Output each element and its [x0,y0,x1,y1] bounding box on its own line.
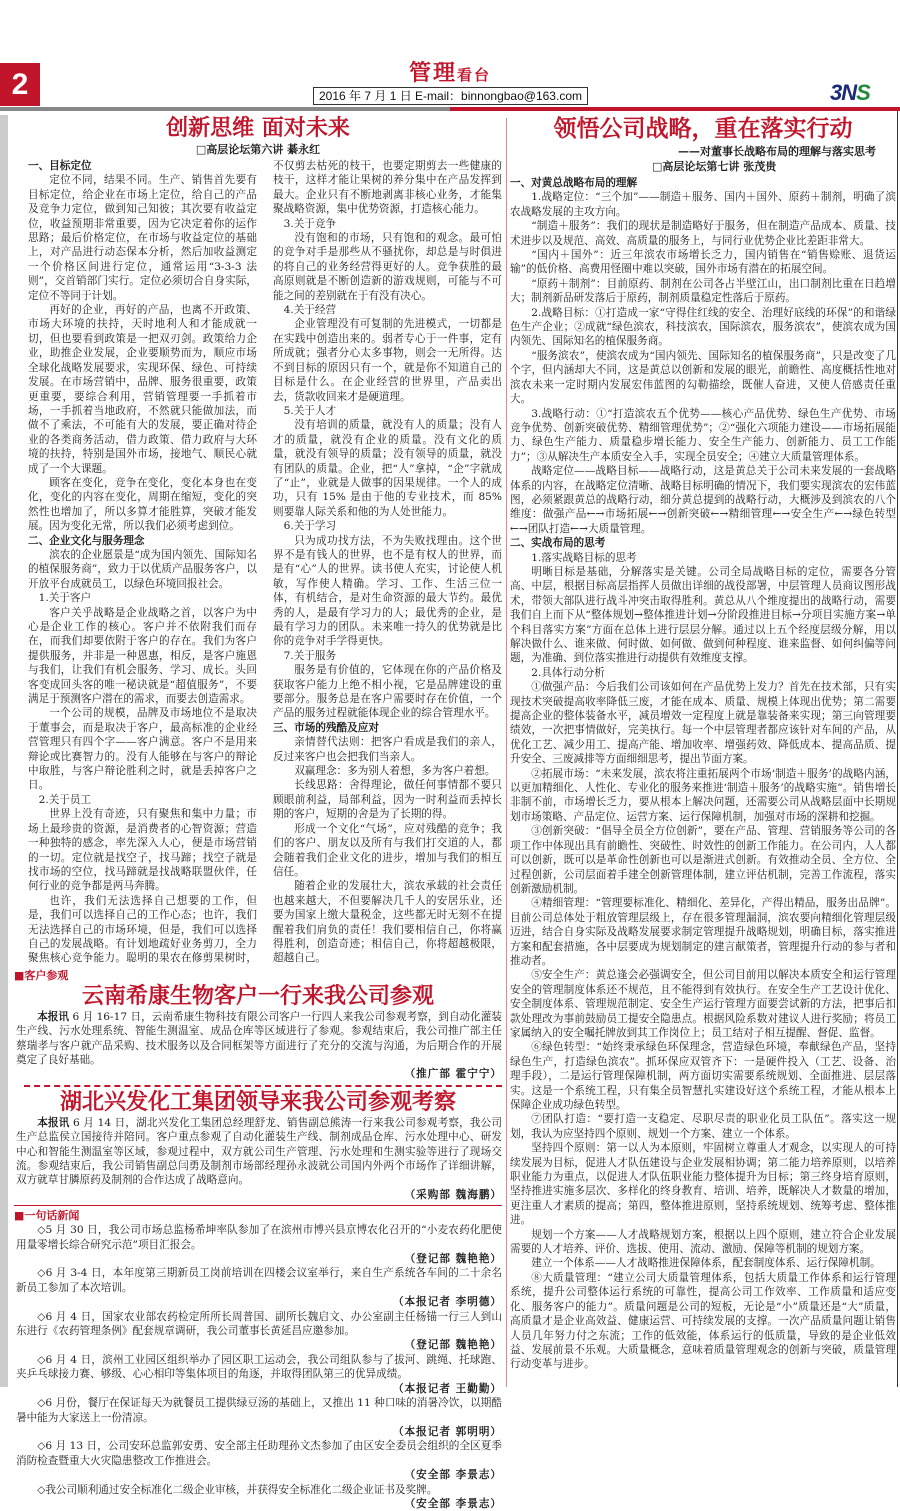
right-page-column [510,114,896,1372]
paragraph: 坚持四个原则：第一以人为本原则，牢固树立尊重人才观念，以实现人的可持续发展为目标，促进人才队伍建设与企业发展相协调；第二能力培养原则，以培养职业能力为重点，以促进人才队伍职业能力整体提升为目标；第三终身培育原则，坚持推进实施多层次、多样化的终身教育、培训、培养，既解决人才数量的增加，更注重人才素质的提高；第四，整体推进原则，坚持系统规划、统筹考虑、整体推进。 [510,1142,896,1227]
brief-item: ◇5 月 30 日，我公司市场总监杨希坤率队参加了在滨州市博兴县京博农化召开的“小麦农药化肥使用量零增长综合研究示范”项目汇报会。 [16,1224,502,1251]
right-article-title: 领悟公司战略，重在落实行动 [553,115,853,142]
paragraph: 一个公司的规模，品牌及市场地位不是取决于董事会，而是取决于客户，最高标准的企业经营管理只有四个字——客户满意。客户不是用来辩论或比赛智力的。没有人能够在与客户的辩论中取胜，与客户辩论胜利之时，就是丢掉客户之日。 [28,707,257,792]
paragraph: 形成一个文化“气场”，应对残酷的竞争；我们的客户、朋友以及所有与我们打交道的人，都会随着我们企业文化的进步，增加与我们的相互信任。 [273,822,502,878]
paragraph: ⑧大质量管理：“建立公司大质量管理体系，包括大质量工作体系和运行管理系统，提升公司整体运行系统的可靠性，提高公司工作效率、工作质量和适应变化、服务客户的能力”。质量问题是公司的短板，无论是“小”质量还是“大”质量，高质量才是企业高效益、健康运营、可持续发展的支撑。一次产品质量问题让销售人员几年努力付之东流；工作的低效能，体系运行的低质量，导致的是企业低效益、发展前景不乐观。大质量概念，意味着质量管理观念的创新与突破，质量管理行动变革与进步。 [510,1271,896,1371]
visit-2-lead: 本报讯 [37,1116,70,1129]
masthead-main: 管理 [408,60,457,86]
visit-2-body [14,1116,502,1202]
section-heading: 三、市场的残酷及应对 [273,721,379,734]
paragraph: 长线思路：舍得理论，做任何事情都不要只顾眼前利益，局部利益，因为一时利益而丢掉长期的客户，短期的舍是为了长期的得。 [273,779,502,821]
paragraph: ①做强产品：今后我们公司该如何在产品优势上发力？首先在技术部，只有实现技术突破提高收率降低三废，才能在成本、质量、规模上体现出优势；第二需要提高企业的整体装备水平，减员增效一定程度上就是靠装备来实现；第三向管理要绩效，一次把事情做好，完美执行。每一个中层管理者都应该针对车间的产品，从优化工艺、减少用工、提高产能、增加收率、增强药效、降低成本、提高品质、提升安全、三废减排等方面细细思考，提出节面方案。 [510,681,896,766]
visit-1-lead: 本报讯 [37,1010,70,1023]
left-page-column [14,114,502,1511]
paragraph: 规划一个方案——人才战略规划方案，根据以上四个原则，建立符合企业发展需要的人才培养、评价、选拔、使用、流动、激励、保障等机制的规划方案。 [510,1228,896,1256]
section-heading: 二、企业文化与服务理念 [28,534,145,547]
brief-credit: （登记部 魏艳艳） [404,1339,502,1352]
margin-strip [0,115,8,1387]
paragraph: 明晰目标是基础，分解落实是关键。公司全局战略目标的定位，需要各分管高、中层，根据目标高层指挥人员做出详细的战役部署，中层管理人员商议图形战术，带领大部队进行战斗冲突击取得胜利。黄总从八个维度提出的战略行动，需要我们自上而下从“整体规划→整体推进计划→分阶段推进目标→分项目实施方案→单个科目落实方案”方面在总体上进行层层分解。通过以上五个经度层级分解，用以解决做什么、谁来做、何时做、如何做、做到何种程度、谁来监督、如何纠偏等问题，为准确、到位落实推进行动提供有效维度支撑。 [510,565,896,665]
section-heading: 二、实战布局的思考 [510,537,606,550]
brief-item: ◇6 月份，餐厅在保证每天为就餐员工提供绿豆汤的基础上，又推出 11 种口味的消暑冷饮，以期酷暑中能为大家送上一份清凉。 [16,1397,502,1424]
paragraph: 服务是有价值的，它体现在你的产品价格及获取客户能力上绝不相小视，它是品牌建设的重要部分。服务总是在客户需要时存在价值，一个产品的服务过程就能体现企业的综合管理水平。 [273,664,502,720]
paragraph: “国内＋国外”：近三年滨农市场增长乏力，国内销售在“销售赊账、退货运输”的低价格、高费用怪圈中难以突破，国外市场有潜在的拓展空间。 [510,249,896,276]
paragraph: ④精细管理：“管理要标准化、精细化、差异化，产得出精品，服务出品牌”。目前公司总体处于粗放管理层级上，存在很多管理漏洞，滨农要向精细化管理层级迈进，结合自身实际及战略发展要求制定管理提升战略规划，明确目标，落实推进方案和配套措施，各中层要成为规划制定的建言献策者，管理提升行动的参与者和推动者。 [510,897,896,967]
right-border [897,111,898,1387]
brief-credit: （本报记者 郭明明） [392,1425,502,1438]
paragraph: 亲情替代法则：把客户看成是我们的亲人，反过来客户也会把我们当亲人。 [273,736,502,763]
paragraph: 3.战略行动：①“打造滨农五个优势——核心产品优势、绿色生产优势、市场竞争优势、创新突破优势、精细管理优势”；②“强化六项能力建设——市场拓展能力、绿色生产能力、质量稳步增长能力、安全生产能力、创新能力、员工工作能力”；③从解决生产本质安全入手，实现全员安全；④建立大质量管理体系。 [510,407,896,463]
paragraph: 企业管理没有可复制的先进模式，一切都是在实践中创造出来的。弱者专心于一件事，定有所成就；强者分心太多事物，则会一无所得。达不到目标的原因只有一个，就是你不知道自己的目标是什么。在企业经营的世界里，产品卖出去，货款收回来才是硬道理。 [273,318,502,403]
paragraph: 2.战略目标：①打造成一家“守得住红线的安全、治理好底线的环保”的和谐绿色生产企业；②成就“绿色滨农，科技滨农，国际滨农，服务滨农”，使滨农成为国内领先、国际知名的植保服务商。 [510,306,896,348]
paragraph: 3.关于竞争 [283,217,337,230]
paragraph: 5.关于人才 [283,404,337,417]
paragraph: 世界上没有奇迹，只有聚焦和集中力量；市场上最珍贵的资源，是消费者的心智资源；营造一种独特的感念，率先深入人心，便是市场营销的一切。定位就是找空子，找马蹄；找空子就是找市场的空位，找马蹄就是找战略联盟伙伴，任何行业的竞争都是两马奔腾。 [28,808,257,893]
header-rule-red [450,107,900,111]
left-article-body [14,159,502,966]
visit-2-text: 6 月 14 日，湖北兴发化工集团总经理舒龙、销售副总熊涛一行来我公司参观考察，我公司生产总监侯立国接待并陪同。客户重点参观了自动化灌装生产线、制剂成品仓库、污水处理中心、研发中心和智能生测温室等区域，参观过程中，双方就公司生产管理、污水处理和生测实验等进行了现场交流。参观结束后，我公司销售副总闫勇及制剂市场部经理孙永波就公司国内外两个市场作了详细讲解，双方就草甘膦原药及制剂的合作达成了战略意向。 [16,1116,502,1187]
paragraph: 4.关于经营 [283,304,337,317]
separator [24,1085,502,1087]
paragraph: 建立一个体系——人才战略推进保障体系，配套制度体系、运行保障机制。 [531,1257,881,1270]
right-article-subtitle: ——对董事长战略布局的理解与落实思考 [678,145,876,158]
paragraph: 只为成功找方法，不为失败找理由。这个世界不是有钱人的世界，也不是有权人的世界，而是有“心”人的世界。读书使人充实，讨论使人机敏，写作使人精确。学习、工作、生活三位一体，有机结合，是对生命资源的最大节约。最优秀的人，是最有学习力的人；最优秀的企业，是最有学习力的团队。未来唯一持久的优势就是比你的竞争对手学得更快。 [273,534,502,648]
visit-1-title: 云南希康生物客户一行来我公司参观 [81,982,434,1009]
paragraph: 战略定位——战略目标——战略行动，这是黄总关于公司未来发展的一套战略体系的内容，在战略定位清晰、战略目标明确的情况下，我们要实现滨农的宏伟蓝图，必须紧跟黄总的战略行动，细分黄总提到的战略行动，大概涉及到滨农的八个维度：做强产品←→市场拓展←→创新突破←→精细管理←→安全生产←→绿色转型←→团队打造←→大质量管理。 [510,465,896,535]
paragraph: 6.关于学习 [283,520,337,533]
paragraph: 7.关于服务 [283,649,337,662]
paragraph: “服务滨农”，使滨农成为“国内领先、国际知名的植保服务商”，只是改变了几个字，但内涵却大不同，这是黄总以创新和发展的眼光，前瞻性、高度概括性地对滨农未来一定时期内发展宏伟蓝图的勾勒描绘，既催人奋进，又使人倍感责任重大。 [510,349,896,406]
paragraph: 顾客在变化，竞争在变化，变化本身也在变化，变化的内容在变化，周期在缩短，变化的突然性也增加了，所以多算才能胜算，突破才能发展。因为变化无常，所以我们必须考虑到位。 [28,476,257,533]
brief-item: ◇6 月 3-4 日，本年度第三期新员工岗前培训在四楼会议室举行，来自生产系统各车间的二十余名新员工参加了本次培训。 [16,1267,502,1294]
date-email: 2016 年 7 月 1 日 E-mail：binnongbao@163.com [313,87,588,105]
briefs-list [14,1223,502,1511]
masthead [300,60,600,88]
paragraph: 1.战略定位：“三个加”——制造＋服务、国内＋国外、原药＋制剂，明确了滨农战略发展的主攻方向。 [510,191,896,218]
paragraph: “制造＋服务”：我们的现状是制造略好于服务，但在制造产品成本、质量、技术进步以及规范、高效、高质量的服务上，与同行业优势企业比差距非常大。 [510,220,896,247]
paragraph: 2.具体行动分析 [531,666,605,679]
brief-item: ◇我公司顺利通过安全标准化二级企业审核，并获得安全标准化二级企业证书及奖牌。 [37,1483,438,1496]
paragraph: 没有饱和的市场，只有饱和的观念。最可怕的竞争对手是那些从不骚扰你，却总是与时俱进的将自己的业务经营得更好的人。竞争获胜的最高原则就是不断创造新的游戏规则，可能与不可能之间的差别就在于有没有决心。 [273,232,502,302]
section-heading: 一、对黄总战略布局的理解 [510,177,638,189]
right-article-byline: □高层论坛第七讲 张茂贵 [652,160,777,173]
column-divider [506,118,507,1387]
brief-credit: （本报记者 李明德） [392,1296,502,1309]
paragraph: 定位不同，结果不同。生产、销售首先要有目标定位，给企业在市场上定位，给自己的产品及竞争力定位，做到知己知彼；其次要有收益定位，收益预期非常重要，因为它决定着你的运作思路；最后价格定位，在市场与收益定位的基础上，对产品进行动态保本分析，然后加收益测定一个价格区间进行定位，通常运用“3-3-3 法则”，交首销部门实行。定位必须切合自身实际，定位不等同于计划。 [28,174,257,302]
page-number: 2 [0,63,40,106]
header-rule [0,107,450,111]
brief-item: ◇6 月 13 日，公司安环总监郭安勇、安全部主任助理孙文杰参加了由区安全委员会组织的全区夏季消防检查暨重大火灾隐患整改工作推进会。 [16,1440,502,1467]
brief-credit: （安全部 李景志） [404,1497,502,1510]
visit-2-title: 湖北兴发化工集团领导来我公司参观考察 [59,1088,456,1115]
paragraph: 1.关于客户 [38,592,92,605]
paragraph: 客户关乎战略是企业战略之首，以客户为中心是企业工作的核心。客户并不依附我们而存在，而我们却要依附于客户的存在。我们为客户提供服务，并非是一种恩惠，相反，是客户施恩与我们，让我们有机会服务、学习、成长。头回客变成回头客的唯一秘诀就是“超值服务”，不要满足于预测客户潜在的需求，而要去创造需求。 [28,606,257,706]
paragraph: 随着企业的发展壮大，滨农承载的社会责任也越来越大，不但要解决几千人的安居乐业，还要为国家上缴大量税金，这些都无时无刻不在提醒着我们肩负的责任！我们要相信自己，你将赢得胜利，创造奇迹；相信自己，你将超越极限，超越自己。 [273,880,502,965]
paragraph: ⑤安全生产：黄总逢会必强调安全，但公司目前用以解决本质安全和运行管理安全的管理制度体系还不规范，且不能得到有效执行。在安全生产工艺设计优化、安全制度体系、管理规范制定、安全生产运行管理方面要尝试新的方法，把事后扣款处理改为事前鼓励员工提安全隐患点。根据风险系数对建议人进行奖励；将员工家属纳入的安全嘱托牌放到其工作岗位上；员工结对子相互提醒、督促、监督。 [510,969,896,1039]
brief-item: ◇6 月 4 日，国家农业部农药检定所所长周普国、副所长魏启文、办公室副主任杨锚一行三人到山东进行《农药管理条例》配套规章调研，我公司董事长黄延昌应邀参加。 [16,1310,502,1338]
masthead-small: 看台 [457,66,492,84]
right-article-body [510,176,896,1372]
paragraph: 2.关于员工 [38,793,92,806]
separator [14,1205,502,1206]
left-article-title: 创新思维 面对未来 [166,115,350,141]
left-article-byline: □高层论坛第六讲 綦永红 [195,143,321,156]
paragraph: 也许，我们无法选择自己想要的工作，但是，我们可以选择自己的工作心态；也许，我们无法选择自己的市场环境，但是，我们可以选择自己的发展战略。有计划地疏好业务剪刀，全力聚焦核心竞争能力。聪明的果农在修剪果树时，不仅剪去枯死的枝干，也要定期剪去一些健康的枝干，这样才能让果树的养分集中在产品发挥到最大。企业只有不断地剥离非核心业务，才能集聚战略资源，集中优势资源，打造核心能力。 [28,160,502,965]
paragraph: 再好的企业，再好的产品，也离不开政策、市场大环境的扶持，天时地利人和才能成就一切，但也要看到政策是一把双刃剑。政策给力企业，助推企业发展，企业要顺势而为，顺应市场全球化战略发展要求，实现环保、绿色、可持续发展。在市场营销中，品牌、服务很重要，政策更重要，要综合利用，营销管理要一手抓着市场，一手抓着当地政府，不然就只能做加法，而做不了乘法，不可能有大的发展，要正确对待企业的各类商务活动，借力政策、借力政府与大环境的扶持，特别是国外市场，接地气、顺民心就成了一个大课题。 [28,304,257,475]
bns-logo: 3NS [830,80,870,105]
brief-item: ◇6 月 4 日，滨州工业园区组织举办了园区职工运动会，我公司组队参与了拔河、跳绳、托球跑、夹乒乓球接力赛、够级、心心相印等集体项目的角逐，并取得团队第三的优异成绩。 [16,1353,502,1381]
paragraph: 双赢理念：多为别人着想，多为客户着想。 [294,765,496,778]
paragraph: ⑦团队打造：“要打造一支稳定、尽职尽责的职业化员工队伍”。落实这一规划，我认为应坚持四个原则、规划一个方案、建立一个体系。 [510,1113,896,1140]
paragraph: “原药＋制剂”：目前原药、制剂在公司各占半壁江山，出口制剂比重在日趋增大；制剂新品研发落后于原药，制剂质量稳定性落后于原药。 [510,277,896,305]
paragraph: ③创新突破：“倡导全员全方位创新”，要在产品、管理、营销服务等公司的各项工作中体现出具有前瞻性、突破性、时效性的创新工作能力。在公司内，人人都可以创新，既可以是革命性创新也可以是渐进式创新。有效推动全员、全方位、全过程创新，公司层面着手建全创新管理体制，建立评估机制，完善工作流程，落实创新激励机制。 [510,825,896,895]
visit-2-credit: （采购部 魏海鹏） [404,1188,502,1201]
visit-1-body [14,1010,502,1082]
paragraph: ②拓展市场：“未来发展，滨农将注重拓展两个市场‘制造＋服务’的战略内涵，以更加精细化、人性化、专业化的服务来推进‘制造＋服务’的战略实施”。销售增长非制不前，市场增长乏力，要从根本上解决问题，还需要公司从战略层面中长期规划市场策略、产品定位、运营方案、运行保障机制，加强对市场的深耕和挖掘。 [510,767,896,823]
brief-credit: （安全部 李景志） [404,1469,502,1482]
paragraph: 没有培训的质量，就没有人的质量；没有人才的质量，就没有企业的质量。没有文化的质量，就没有领导的质量；没有领导的质量，就没有团队的质量。企业，把“人”拿掉，“企”字就成了“止”，业就是人做事的因果规律。一个人的成功，只有 15% 是由于他的专业技术，而 85% 则要靠人际关系和他的为人处世能力。 [273,419,502,518]
visit-1-credit: （推广部 霍宁宁） [404,1068,502,1081]
visit-1-text: 6 月 16-17 日，云南希康生物科技有限公司客户一行四人来我公司参观考察，到自动化灌装生产线、污水处理系统、智能生测温室、成品仓库等区域进行了参观。参观结束后，我公司推广部主任蔡瑞孝与客户就产品采购、技术服务以及合同框架等方面进行了充分的交流与沟通，为后期合作的开展奠定了良好基础。 [16,1010,502,1066]
paragraph: 滨农的企业愿景是“成为国内领先、国际知名的植保服务商”，致力于以优质产品服务客户，以开放平台成就员工，以绿色环境回报社会。 [28,548,257,590]
brief-credit: （登记部 魏艳艳） [404,1253,502,1266]
section-heading: 一、目标定位 [28,160,92,172]
brief-credit: （本报记者 王勤勤） [392,1382,502,1395]
paragraph: ⑥绿色转型：“始终秉承绿色环保理念，营造绿色环境，奉献绿色产品，坚持绿色生产，打造绿色滨农”。抓环保应双管齐下：一是硬件投入（工艺、设备、治理手段），二是运行管理保障机制，两方面切实需要系统规划、全面推进、层层落实。这是一个系统工程，只有集全员智慧扎实建设好这个系统工程，才能从根本上保障企业成功绿色转型。 [510,1041,896,1111]
paragraph: 1.落实战略目标的思考 [531,551,637,564]
section-label-visit: ■客户参观 [14,968,69,982]
section-label-briefs: ■一句话新闻 [14,1209,80,1223]
